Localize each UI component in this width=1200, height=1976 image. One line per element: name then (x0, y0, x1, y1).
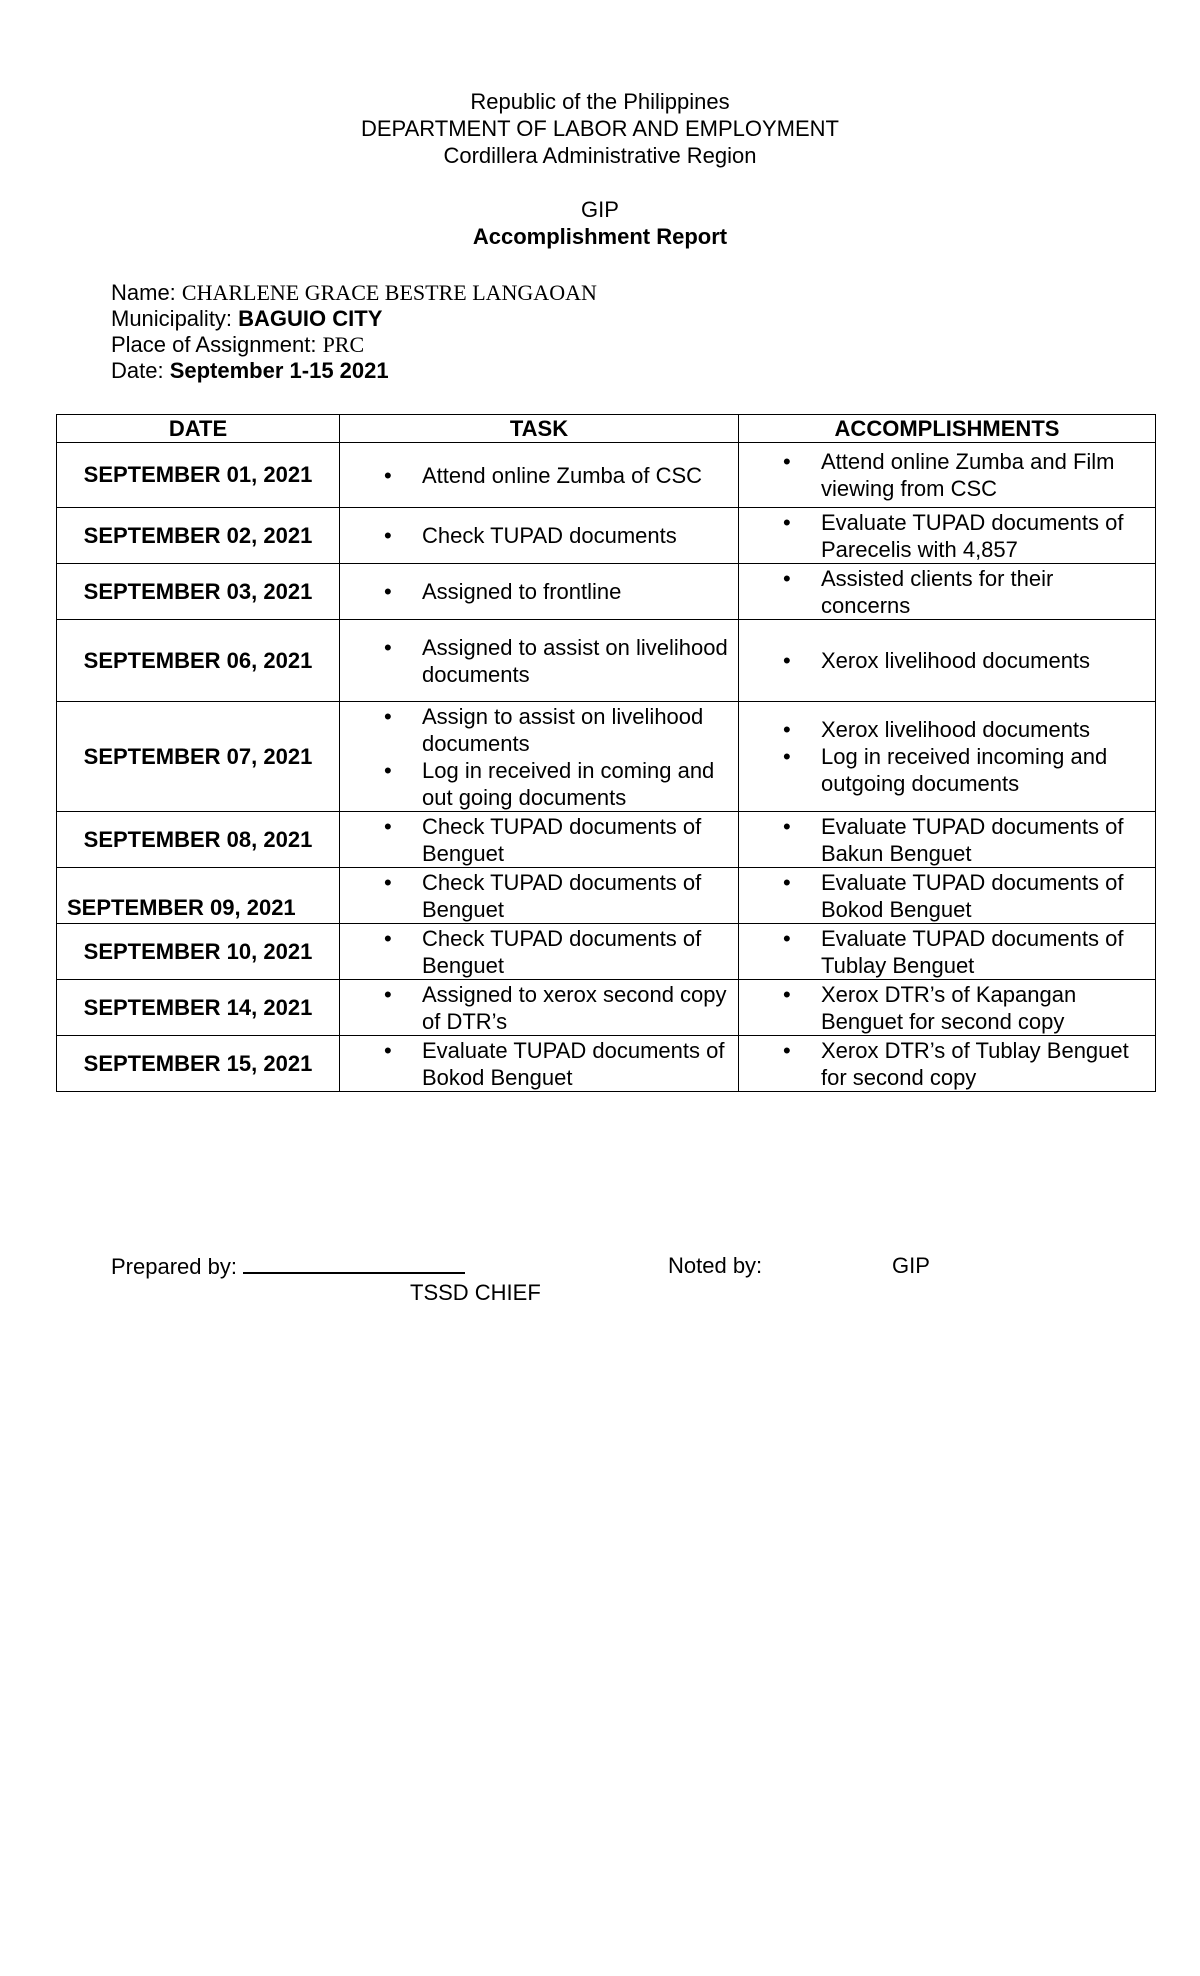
republic-line: Republic of the Philippines (470, 89, 730, 114)
row-accomplishments (739, 443, 1156, 508)
table-row (57, 508, 1156, 564)
row-tasks (340, 443, 739, 508)
task-item: • Attend online Zumba of CSC (340, 462, 738, 489)
task-item: • Check TUPAD documents of Benguet (340, 925, 738, 979)
row-tasks (340, 924, 739, 980)
accomplishment-item: • Xerox livelihood documents (739, 716, 1155, 743)
row-tasks (340, 868, 739, 924)
row-tasks (340, 620, 739, 702)
row-date: SEPTEMBER 07, 2021 (57, 702, 340, 812)
row-accomplishments (739, 980, 1156, 1036)
row-accomplishments (739, 812, 1156, 868)
date-row (111, 358, 597, 384)
row-accomplishments (739, 868, 1156, 924)
task-item: • Log in received in coming and out going documents (340, 757, 738, 811)
task-item: • Assign to assist on livelihood documents (340, 703, 738, 757)
signature-line (243, 1252, 465, 1274)
region-line: Cordillera Administrative Region (443, 143, 757, 168)
table-row (57, 868, 1156, 924)
signature-block (111, 1252, 1111, 1312)
accomplishment-item: • Evaluate TUPAD documents of Parecelis with 4,857 (739, 509, 1155, 563)
accomplishment-item: • Evaluate TUPAD documents of Tublay Benguet (739, 925, 1155, 979)
assignment-value: PRC (322, 332, 365, 357)
accomplishment-item: • Xerox DTR’s of Kapangan Benguet for second copy (739, 981, 1155, 1035)
row-accomplishments (739, 702, 1156, 812)
document-header (0, 88, 1200, 250)
noted-label: Noted by: (668, 1253, 763, 1278)
table-row (57, 1036, 1156, 1092)
row-accomplishments (739, 508, 1156, 564)
accomplishment-item: • Assisted clients for their concerns (739, 565, 1155, 619)
accomplishment-item: • Xerox livelihood documents (739, 647, 1155, 674)
table-row (57, 564, 1156, 620)
task-item: • Check TUPAD documents of Benguet (340, 813, 738, 867)
department-line: DEPARTMENT OF LABOR AND EMPLOYMENT (361, 116, 839, 141)
assignment-row (111, 332, 597, 358)
row-date: SEPTEMBER 10, 2021 (57, 924, 340, 980)
row-accomplishments (739, 924, 1156, 980)
municipality-value: BAGUIO CITY (238, 306, 383, 331)
signatory-title: TSSD CHIEF (410, 1280, 541, 1305)
row-tasks (340, 1036, 739, 1092)
row-date: SEPTEMBER 15, 2021 (57, 1036, 340, 1092)
date-value: September 1-15 2021 (169, 358, 389, 383)
task-item: • Assigned to xerox second copy of DTR’s (340, 981, 738, 1035)
row-date: SEPTEMBER 06, 2021 (57, 620, 340, 702)
task-item: • Assigned to assist on livelihood documents (340, 634, 738, 688)
noted-value: GIP (892, 1253, 930, 1278)
accomplishment-item: • Attend online Zumba and Film viewing from CSC (739, 448, 1155, 502)
accomplishment-item: • Evaluate TUPAD documents of Bakun Benguet (739, 813, 1155, 867)
row-tasks (340, 812, 739, 868)
accomplishment-item: • Log in received incoming and outgoing documents (739, 743, 1155, 797)
date-column-header: DATE (57, 415, 340, 443)
row-date: SEPTEMBER 08, 2021 (57, 812, 340, 868)
task-item: • Check TUPAD documents of Benguet (340, 869, 738, 923)
date-label: Date: (111, 358, 170, 383)
name-label: Name: (111, 280, 182, 305)
name-row (111, 280, 597, 306)
row-date: SEPTEMBER 02, 2021 (57, 508, 340, 564)
row-tasks (340, 980, 739, 1036)
table-row (57, 980, 1156, 1036)
table-header-row (57, 415, 1156, 443)
table-row (57, 812, 1156, 868)
row-accomplishments (739, 564, 1156, 620)
row-tasks (340, 508, 739, 564)
report-info (111, 280, 597, 384)
program-name: GIP (581, 197, 619, 222)
table-row (57, 443, 1156, 508)
report-title: Accomplishment Report (472, 224, 728, 249)
task-item: • Check TUPAD documents (340, 522, 738, 549)
table-row (57, 620, 1156, 702)
row-date: SEPTEMBER 09, 2021 (57, 868, 340, 924)
row-accomplishments (739, 620, 1156, 702)
table-row (57, 702, 1156, 812)
prepared-label: Prepared by: (111, 1254, 244, 1279)
assignment-label: Place of Assignment: (111, 332, 323, 357)
task-column-header: TASK (340, 415, 739, 443)
prepared-by (111, 1252, 465, 1280)
accomplishment-item: • Evaluate TUPAD documents of Bokod Benguet (739, 869, 1155, 923)
row-date: SEPTEMBER 14, 2021 (57, 980, 340, 1036)
task-item: • Evaluate TUPAD documents of Bokod Benguet (340, 1037, 738, 1091)
municipality-row (111, 306, 597, 332)
accomplishment-item: • Xerox DTR’s of Tublay Benguet for second copy (739, 1037, 1155, 1091)
accomplishments-column-header: ACCOMPLISHMENTS (739, 415, 1156, 443)
municipality-label: Municipality: (111, 306, 239, 331)
row-date: SEPTEMBER 03, 2021 (57, 564, 340, 620)
row-date: SEPTEMBER 01, 2021 (57, 443, 340, 508)
task-item: • Assigned to frontline (340, 578, 738, 605)
row-accomplishments (739, 1036, 1156, 1092)
row-tasks (340, 564, 739, 620)
accomplishment-table (56, 414, 1156, 1092)
name-value: CHARLENE GRACE BESTRE LANGAOAN (181, 280, 597, 305)
table-row (57, 924, 1156, 980)
row-tasks (340, 702, 739, 812)
